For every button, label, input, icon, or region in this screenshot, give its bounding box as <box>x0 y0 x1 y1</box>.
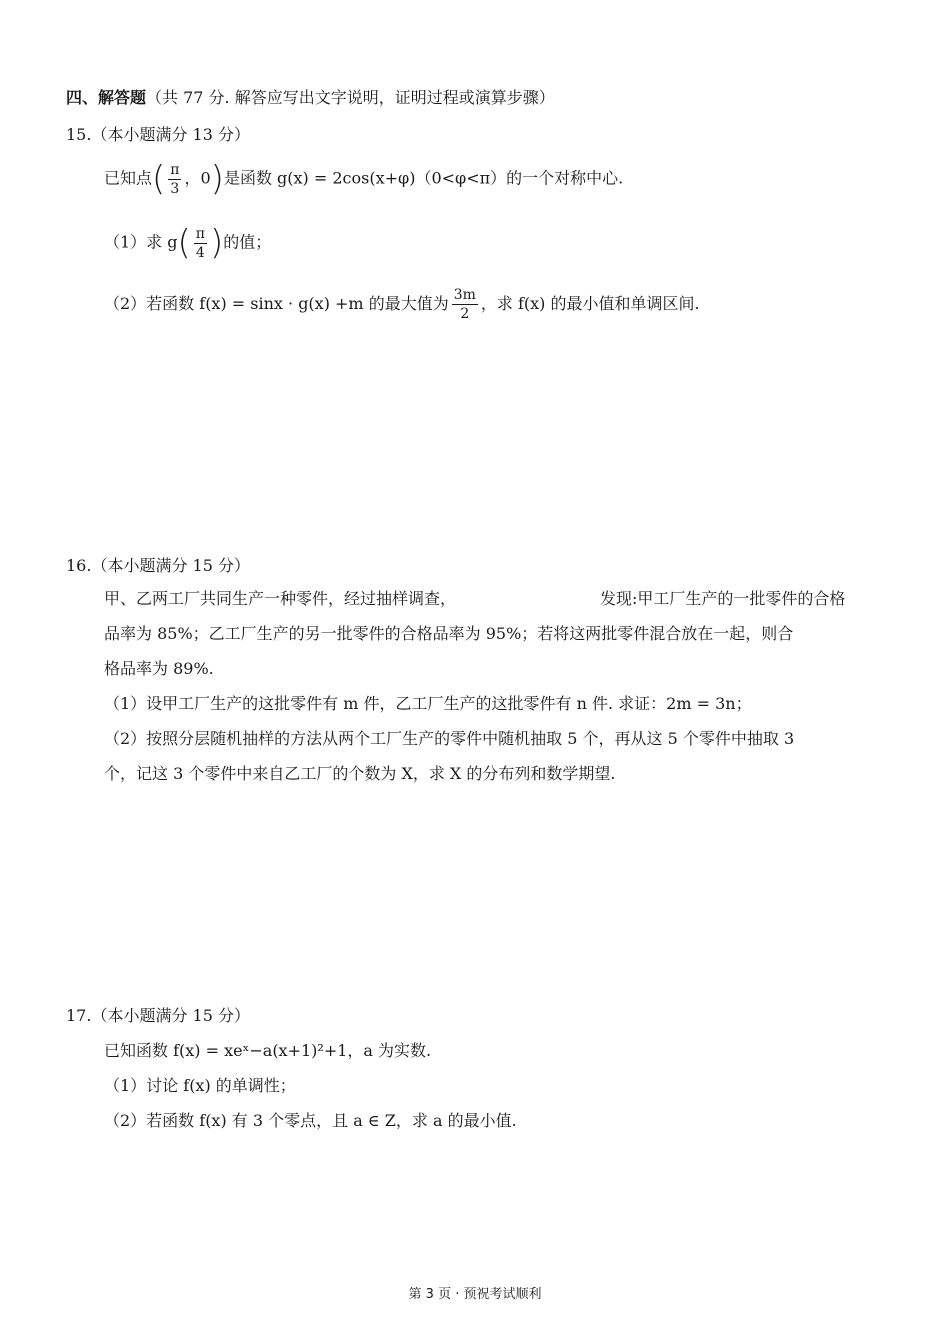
q15-part2 <box>104 288 700 321</box>
q16-line1b: 发现:甲工厂生产的一批零件的合格 <box>600 589 846 608</box>
q15-part1: （1）求 g( $\frac{\pi}{4}$ )的值； <box>104 223 272 263</box>
q15-part2-fraction: $\frac{3m}{2}$ <box>453 287 476 322</box>
q15-stem-suffix: 是函数 g(x) = 2cos(x+φ)（0<φ<π）的一个对称中心. <box>223 168 624 188</box>
section-title: 四、解答题 <box>66 88 147 107</box>
q15-point-rest: ，0 <box>184 168 211 188</box>
section-heading <box>66 90 555 106</box>
q15-header: 15.（本小题满分 13 分） <box>66 125 250 144</box>
q17-part1: （1）讨论 f(x) 的单调性； <box>104 1076 296 1095</box>
q16-line3: 格品率为 89%. <box>104 659 214 678</box>
q16-header: 16.（本小题满分 15 分） <box>66 556 250 575</box>
q15-part1-prefix: （1）求 g <box>104 232 178 252</box>
q17-stem: 已知函数 f(x) = xeˣ−a(x+1)²+1，a 为实数. <box>104 1041 432 1060</box>
q15-stem-prefix: 已知点 <box>104 168 153 188</box>
q17-part2: （2）若函数 f(x) 有 3 个零点，且 a ∈ Z，求 a 的最小值. <box>104 1111 517 1130</box>
section-note: （共 77 分. 解答应写出文字说明，证明过程或演算步骤） <box>146 88 555 107</box>
page-footer: 第 3 页 · 预祝考试顺利 <box>408 1287 542 1302</box>
q17-header: 17.（本小题满分 15 分） <box>66 1006 250 1025</box>
q15-point-fraction: $\frac{\pi}{3}$ <box>170 161 180 197</box>
q16-line2: 品率为 85%；乙工厂生产的另一批零件的合格品率为 95%；若将这两批零件混合放在一起，则合 <box>104 624 794 643</box>
q16-part1: （1）设甲工厂生产的这批零件有 m 件，乙工厂生产的这批零件有 n 件. 求证：2m = 3n； <box>104 694 752 713</box>
q15-stem: 已知点( $\frac{\pi}{3}$ ，0)是函数 g(x) = 2cos(x+φ)（0<φ<π）的一个对称中心. <box>104 159 624 199</box>
q15-part2-prefix: （2）若函数 f(x) = sinx · g(x) +m 的最大值为 <box>104 294 449 313</box>
q16-line1a: 甲、乙两工厂共同生产一种零件，经过抽样调查， <box>104 589 457 608</box>
q15-part1-suffix: 的值； <box>223 232 272 252</box>
q16-part2-line2: 个，记这 3 个零件中来自乙工厂的个数为 X，求 X 的分布列和数学期望. <box>104 764 616 783</box>
q15-part2-suffix: ，求 f(x) 的最小值和单调区间. <box>480 294 700 313</box>
q15-part1-fraction: $\frac{\pi}{4}$ <box>195 225 205 261</box>
q16-part2-line1: （2）按照分层随机抽样的方法从两个工厂生产的零件中随机抽取 5 个，再从这 5 个零件中抽取 3 <box>104 729 795 748</box>
